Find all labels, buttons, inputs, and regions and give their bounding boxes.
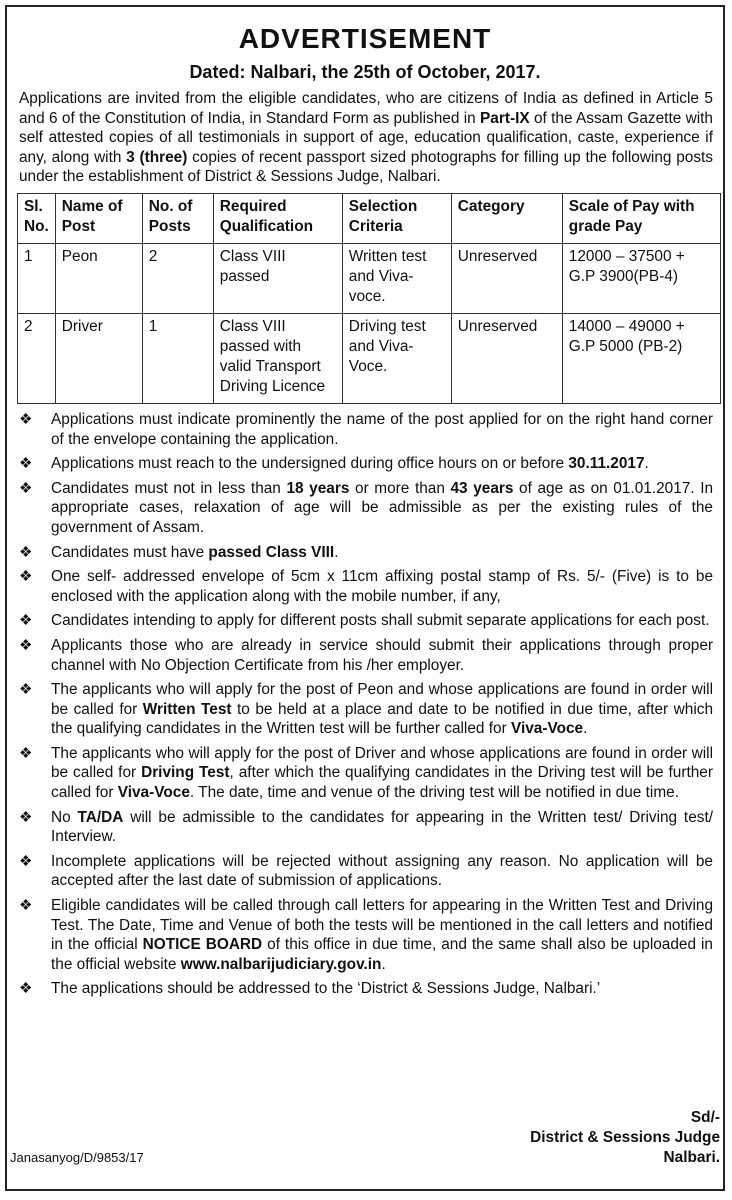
diamond-bullet-icon: ❖: [19, 568, 33, 586]
header-category: Category: [451, 193, 562, 243]
signature-block: [530, 1108, 720, 1168]
table-cell: Unreserved: [451, 243, 562, 313]
header-selection-criteria: Selection Criteria: [342, 193, 451, 243]
diamond-bullet-icon: ❖: [19, 455, 33, 473]
header-scale-of-pay: Scale of Pay with grade Pay: [562, 193, 720, 243]
header-no-of-posts: No. of Posts: [142, 193, 213, 243]
list-item: ❖ One self- addressed envelope of 5cm x 11cm affixing postal stamp of Rs. 5/- (Five) is to be enclosed with the application along with the mobile number, if any,: [19, 568, 713, 605]
diamond-bullet-icon: ❖: [19, 636, 33, 654]
table-cell: 12000 – 37500 + G.P 3900(PB-4): [562, 243, 720, 313]
website-link[interactable]: www.nalbarijudiciary.gov.in: [180, 955, 382, 973]
table-cell: 1: [18, 243, 56, 313]
list-item: ❖ No TA/DA will be admissible to the candidates for appearing in the Written test/ Driving test/ Interview.: [19, 808, 714, 846]
table-cell: Written test and Viva-voce.: [342, 243, 451, 313]
table-cell: 2: [142, 243, 213, 313]
list-item: ❖ Incomplete applications will be rejected without assigning any reason. No application will be accepted after the last date of submission of applications.: [19, 852, 713, 890]
diamond-bullet-icon: ❖: [19, 681, 33, 699]
header-qualification: Required Qualification: [213, 193, 342, 243]
list-item: ❖ The applicants who will apply for the post of Peon and whose applications are found in order will be called for Written Test to be held at a place and date to be notified in due time, after which the qualifying candidates in the Written test will be further called for Viva-Voce.: [19, 681, 714, 738]
list-item: ❖ Candidates intending to apply for different posts shall submit separate applications for each post.: [19, 612, 710, 630]
table-cell: Class VIII passed with valid Transport Driving Licence: [213, 313, 342, 403]
table-cell: Peon: [55, 243, 142, 313]
table-row: [18, 243, 721, 313]
header-name-of-post: Name of Post: [55, 193, 142, 243]
list-item: ❖ The applications should be addressed to the ‘District & Sessions Judge, Nalbari.’: [19, 980, 601, 998]
table-cell: Driving test and Viva-Voce.: [342, 313, 451, 403]
list-item: ❖ Applicants those who are already in service should submit their applications through proper channel with No Objection Certificate from his /her employer.: [19, 636, 713, 674]
diamond-bullet-icon: ❖: [19, 808, 33, 826]
rules-list: [19, 410, 713, 999]
list-item: ❖ Eligible candidates will be called through call letters for appearing in the Written Test and Driving Test. The Date, Time and Venue of both the tests will be mentioned in the call letters and notified in the official NOTICE BOARD of this office in due time, and the same shall also be uploaded in the official website www.nalbarijudiciary.gov.in.: [19, 897, 713, 973]
diamond-bullet-icon: ❖: [19, 744, 33, 762]
list-item: ❖ The applicants who will apply for the post of Driver and whose applications are found in order will be called for Driving Test, after which the qualifying candidates in the Driving test will be further called for Viva-Voce. The date, time and venue of the driving test will be notified in due time.: [19, 744, 713, 802]
diamond-bullet-icon: ❖: [19, 897, 33, 915]
table-cell: Class VIII passed: [213, 243, 342, 313]
reference-code: Janasanyog/D/9853/17: [10, 1150, 144, 1165]
header-sl-no: Sl. No.: [18, 193, 56, 243]
list-item: ❖ Candidates must not in less than 18 years or more than 43 years of age as on 01.01.2017. In appropriate cases, relaxation of age will be admissible as per the existing rules of the government of Assam.: [19, 479, 714, 536]
list-item: ❖ Applications must reach to the undersigned during office hours on or before 30.11.2017.: [19, 455, 649, 473]
signature-designation: District & Sessions Judge: [530, 1129, 720, 1146]
dated-line: Dated: Nalbari, the 25th of October, 2017.: [189, 62, 541, 82]
page-title: ADVERTISEMENT: [238, 23, 492, 54]
list-item: ❖ Applications must indicate prominently the name of the post applied for on the right hand corner of the envelope containing the application.: [19, 410, 713, 448]
diamond-bullet-icon: ❖: [19, 980, 33, 998]
posts-table: [17, 193, 721, 404]
diamond-bullet-icon: ❖: [19, 479, 33, 497]
table-cell: Unreserved: [451, 313, 562, 403]
diamond-bullet-icon: ❖: [19, 410, 33, 428]
intro-paragraph: Applications are invited from the eligible candidates, who are citizens of India as defined in Article 5 and 6 of the Constitution of India, in Standard Form as published in Part-IX of the Assam Gazette with self attested copies of all testimonials in support of age, education qualification, caste, experience if any, along with 3 (three) copies of recent passport sized photographs for filling up the following posts under the establishment of District & Sessions Judge, Nalbari.: [19, 90, 713, 186]
list-item: ❖ Candidates must have passed Class VIII.: [19, 543, 339, 561]
table-cell: 1: [142, 313, 213, 403]
table-header-row: [18, 193, 721, 243]
table-cell: 2: [18, 313, 56, 403]
table-cell: Driver: [55, 313, 142, 403]
diamond-bullet-icon: ❖: [19, 612, 33, 630]
table-cell: 14000 – 49000 + G.P 5000 (PB-2): [562, 313, 720, 403]
diamond-bullet-icon: ❖: [19, 543, 33, 561]
advertisement-frame: [5, 5, 725, 1191]
diamond-bullet-icon: ❖: [19, 852, 33, 870]
signature-sd: Sd/-: [690, 1109, 720, 1126]
table-row: [18, 313, 721, 403]
signature-place: Nalbari.: [663, 1149, 720, 1166]
